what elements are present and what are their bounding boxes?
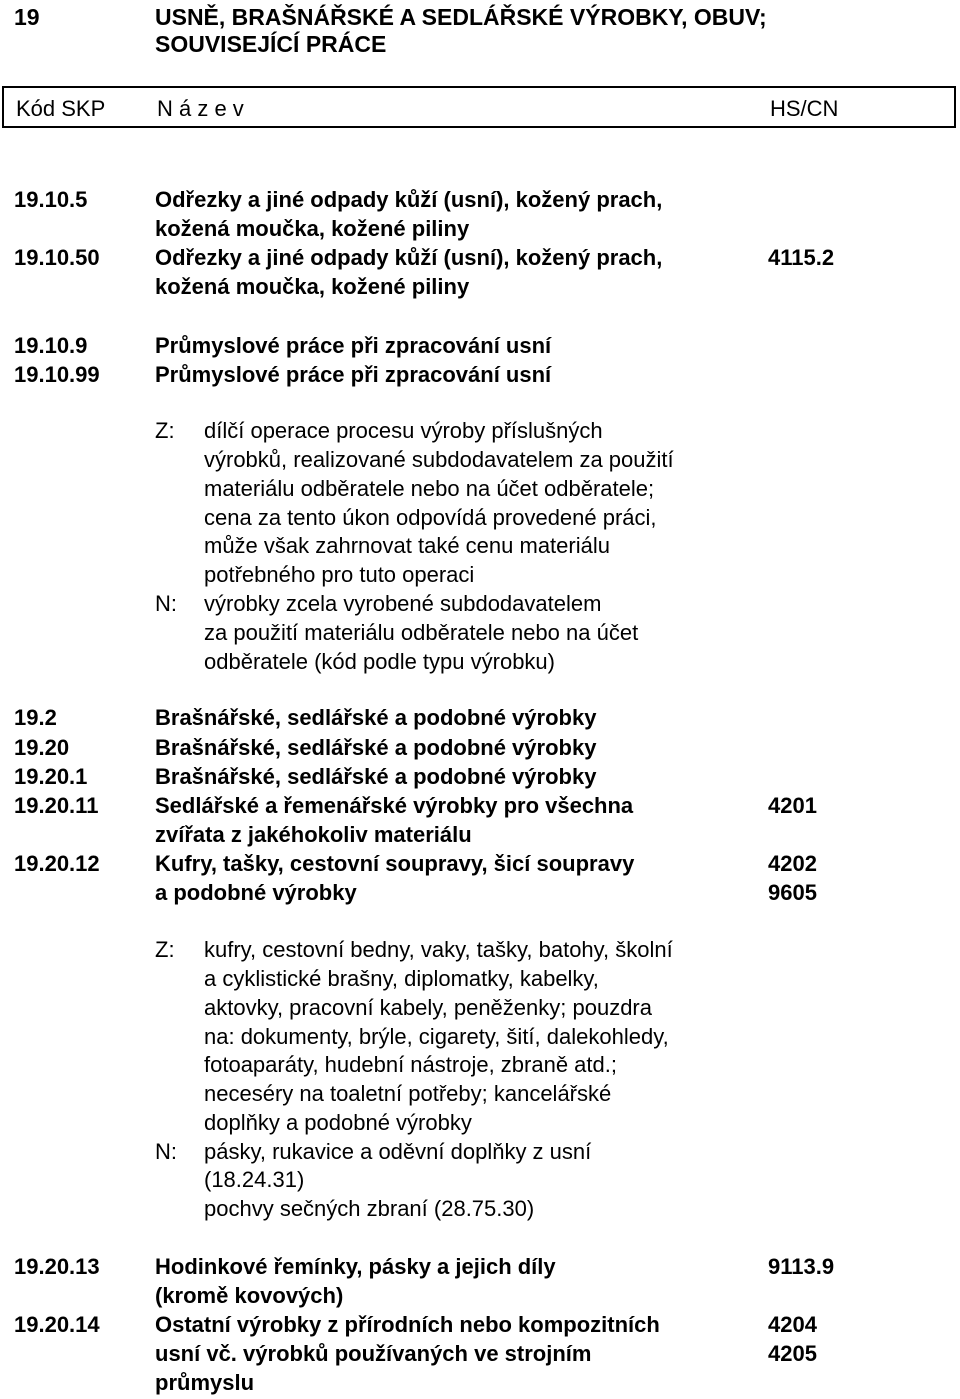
row-code: 19.10.5 xyxy=(14,187,88,212)
note-line: (18.24.31) xyxy=(204,1167,305,1192)
row-name-line: Sedlářské a řemenářské výrobky pro všechna xyxy=(155,793,634,818)
note-line: materiálu odběratele nebo na účet odběratele; xyxy=(204,476,655,501)
row-code: 19.10.99 xyxy=(14,362,100,387)
row-name-line: Kufry, tašky, cestovní soupravy, šicí soupravy xyxy=(155,851,635,876)
note-line: cena za tento úkon odpovídá provedené práci, xyxy=(204,505,657,530)
header-hs: HS/CN xyxy=(770,96,839,121)
row-name-line: zvířata z jakéhokoliv materiálu xyxy=(155,822,472,847)
row-code: 19.20.13 xyxy=(14,1254,100,1279)
note-line: doplňky a podobné výrobky xyxy=(204,1110,472,1135)
note-line: neceséry na toaletní potřeby; kancelářské xyxy=(204,1081,612,1106)
row-hs: 4201 xyxy=(768,793,817,818)
row-name-line: Průmyslové práce při zpracování usní xyxy=(155,333,552,358)
note-n-tag: N: xyxy=(155,1139,177,1164)
note-line: odběratele (kód podle typu výrobku) xyxy=(204,649,555,674)
row-code: 19.10.50 xyxy=(14,245,100,270)
row-hs: 4202 xyxy=(768,851,817,876)
row-name-line: Brašnářské, sedlářské a podobné výrobky xyxy=(155,764,597,789)
row-code: 19.20.11 xyxy=(14,793,99,818)
note-line: výrobků, realizované subdodavatelem za použití xyxy=(204,447,674,472)
header-name: N á z e v xyxy=(157,96,244,121)
note-line: výrobky zcela vyrobené subdodavatelem xyxy=(204,591,602,616)
note-line: fotoaparáty, hudební nástroje, zbraně atd.; xyxy=(204,1052,617,1077)
note-line: pásky, rukavice a oděvní doplňky z usní xyxy=(204,1139,592,1164)
note-line: za použití materiálu odběratele nebo na účet xyxy=(204,620,639,645)
row-code: 19.20 xyxy=(14,735,70,760)
note-z-tag: Z: xyxy=(155,418,175,443)
row-name-line: kožená moučka, kožené piliny xyxy=(155,216,470,241)
row-name-line: a podobné výrobky xyxy=(155,880,357,905)
row-hs: 9113.9 xyxy=(768,1254,835,1279)
note-line: dílčí operace procesu výroby příslušných xyxy=(204,418,603,443)
row-hs: 4204 xyxy=(768,1312,817,1337)
note-n-tag: N: xyxy=(155,591,177,616)
note-line: a cyklistické brašny, diplomatky, kabelky, xyxy=(204,966,599,991)
row-hs: 9605 xyxy=(768,880,817,905)
row-name-line: Odřezky a jiné odpady kůží (usní), kožený prach, xyxy=(155,187,663,212)
row-hs: 4115.2 xyxy=(768,245,835,270)
row-name-line: Odřezky a jiné odpady kůží (usní), kožený prach, xyxy=(155,245,663,270)
row-code: 19.20.12 xyxy=(14,851,100,876)
row-name-line: Hodinkové řemínky, pásky a jejich díly xyxy=(155,1254,556,1279)
note-line: aktovky, pracovní kabely, peněženky; pouzdra xyxy=(204,995,652,1020)
note-line: může však zahrnovat také cenu materiálu xyxy=(204,533,610,558)
note-line: pochvy sečných zbraní (28.75.30) xyxy=(204,1196,535,1221)
row-code: 19.2 xyxy=(14,705,57,730)
row-name-line: (kromě kovových) xyxy=(155,1283,344,1308)
header-code: Kód SKP xyxy=(16,96,106,121)
row-name-line: Průmyslové práce při zpracování usní xyxy=(155,362,552,387)
note-z-tag: Z: xyxy=(155,937,175,962)
section-title-line1: USNĚ, BRAŠNÁŘSKÉ A SEDLÁŘSKÉ VÝROBKY, OBUV; xyxy=(155,4,767,30)
row-code: 19.20.14 xyxy=(14,1312,100,1337)
section-title-line2: SOUVISEJÍCÍ PRÁCE xyxy=(155,31,387,57)
row-hs: 4205 xyxy=(768,1341,817,1366)
note-line: potřebného pro tuto operaci xyxy=(204,562,475,587)
column-header-box xyxy=(2,86,956,128)
note-line: kufry, cestovní bedny, vaky, tašky, batohy, školní xyxy=(204,937,673,962)
row-name-line: průmyslu xyxy=(155,1370,255,1395)
row-name-line: Brašnářské, sedlářské a podobné výrobky xyxy=(155,705,597,730)
row-name-line: Brašnářské, sedlářské a podobné výrobky xyxy=(155,735,597,760)
note-line: na: dokumenty, brýle, cigarety, šití, dalekohledy, xyxy=(204,1024,669,1049)
row-code: 19.10.9 xyxy=(14,333,88,358)
row-code: 19.20.1 xyxy=(14,764,88,789)
row-name-line: usní vč. výrobků používaných ve strojním xyxy=(155,1341,592,1366)
row-name-line: kožená moučka, kožené piliny xyxy=(155,274,470,299)
row-name-line: Ostatní výrobky z přírodních nebo kompozitních xyxy=(155,1312,660,1337)
section-number: 19 xyxy=(14,4,40,30)
